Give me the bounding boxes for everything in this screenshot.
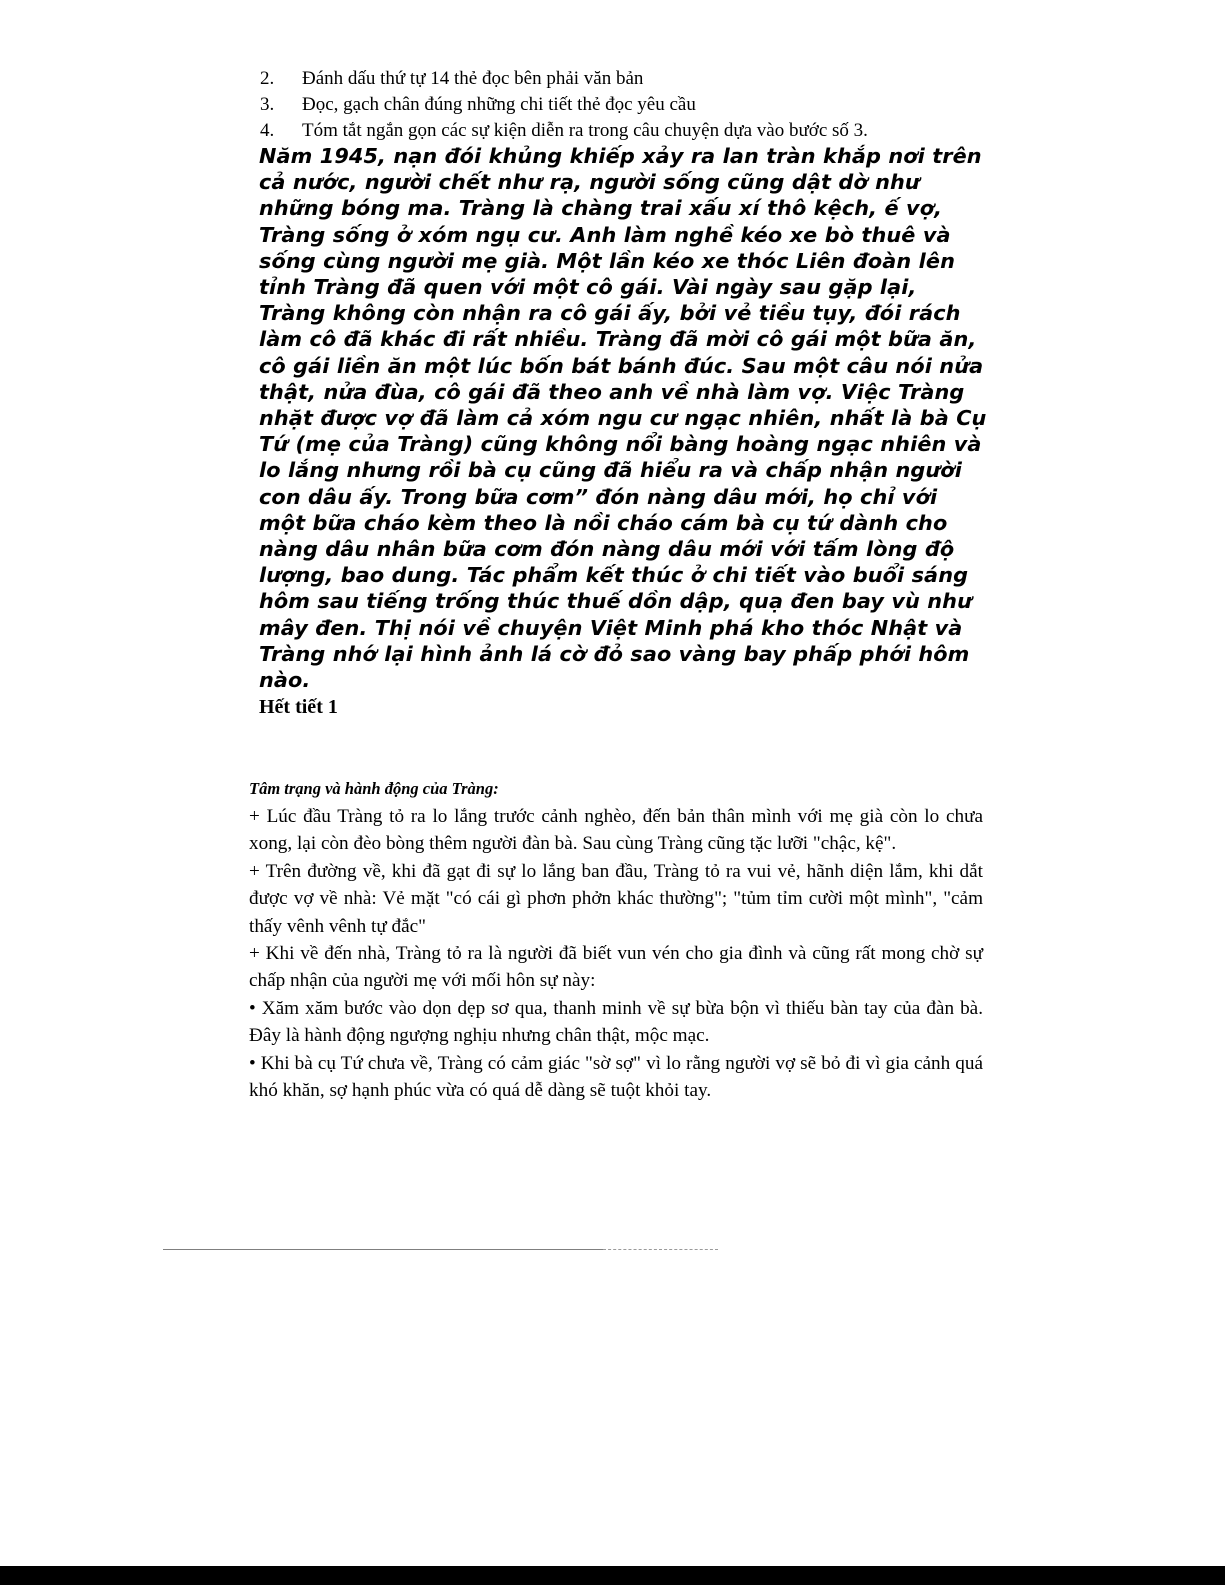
reading-steps-list [260, 66, 980, 144]
analysis-paragraph: + Lúc đầu Tràng tỏ ra lo lắng trước cảnh nghèo, đến bản thân mình với mẹ già còn lo chưa xong, lại còn đèo bòng thêm người đàn bà. Sau cùng Tràng cũng tặc lưỡi "chậc, kệ". [249, 806, 983, 855]
step-item [260, 92, 980, 118]
page-bottom-bar [0, 1566, 1225, 1585]
step-number: 2. [260, 68, 275, 89]
step-number: 3. [260, 94, 275, 115]
footnote-divider [163, 1249, 603, 1250]
step-item [260, 66, 980, 92]
end-of-lesson-label: Hết tiết 1 [259, 696, 338, 718]
analysis-heading: Tâm trạng và hành động của Tràng: [249, 779, 499, 798]
step-number: 4. [260, 120, 275, 141]
analysis-paragraph: + Trên đường về, khi đã gạt đi sự lo lắng ban đầu, Tràng tỏ ra vui vẻ, hãnh diện lắm, khi dắt được vợ về nhà: Vẻ mặt "có cái gì phơn phởn khác thường"; "tủm tỉm cười một mình", "cảm thấy vênh vênh tự đắc" [249, 860, 983, 937]
step-item [260, 118, 980, 144]
step-text: Đánh dấu thứ tự 14 thẻ đọc bên phải văn bản [302, 68, 644, 89]
analysis-bullet: • Khi bà cụ Tứ chưa về, Tràng có cảm giác "sờ sợ" vì lo rằng người vợ sẽ bỏ đi vì gia cảnh quá khó khăn, sợ hạnh phúc vừa có quá dễ dàng sẽ tuột khỏi tay. [249, 1052, 983, 1102]
analysis-body [249, 803, 983, 1104]
footnote-divider-dashed [603, 1249, 718, 1250]
step-text: Đọc, gạch chân đúng những chi tiết thẻ đọc yêu cầu [302, 94, 696, 115]
analysis-paragraph: + Khi về đến nhà, Tràng tỏ ra là người đã biết vun vén cho gia đình và cũng rất mong chờ sự chấp nhận của người mẹ với mối hôn sự này: [249, 943, 983, 992]
step-text: Tóm tắt ngắn gọn các sự kiện diễn ra trong câu chuyện dựa vào bước số 3. [302, 120, 868, 141]
story-summary: Năm 1945, nạn đói khủng khiếp xảy ra lan tràn khắp nơi trên cả nước, người chết như rạ, người sống cũng dật dờ như những bóng ma. Tràng là chàng trai xấu xí thô kệch, ế vợ, Tràng sống ở xóm ngụ cư. Anh làm nghề kéo xe bò thuê và sống cùng người mẹ già. Một lần kéo xe thóc Liên đoàn lên tỉnh Tràng đã quen với một cô gái. Vài ngày sau gặp lại, Tràng không còn nhận ra cô gái ấy, bởi vẻ tiều tụy, đói rách làm cô đã khác đi rất nhiều. Tràng đã mời cô gái một bữa ăn, cô gái liền ăn một lúc bốn bát bánh đúc. Sau một câu nói nửa thật, nửa đùa, cô gái đã theo anh về nhà làm vợ. Việc Tràng nhặt được vợ đã làm cả xóm ngu cư ngạc nhiên, nhất là bà Cụ Tứ (mẹ của Tràng) cũng không nổi bàng hoàng ngạc nhiên và lo lắng nhưng rồi bà cụ cũng đã hiểu ra và chấp nhận người con dâu ấy. Trong bữa cơm” đón nàng dâu mới, họ chỉ với một bữa cháo kèm theo là nồi cháo cám bà cụ tứ dành cho nàng dâu nhân bữa cơm đón nàng dâu mới với tấm lòng độ lượng, bao dung. Tác phẩm kết thúc ở chi tiết vào buổi sáng hôm sau tiếng trống thúc thuế dồn dập, quạ đen bay vù như mây đen. Thị nói về chuyện Việt Minh phá kho thóc Nhật và Tràng nhớ lại hình ảnh lá cờ đỏ sao vàng bay phấp phới hôm nào. [259, 144, 987, 693]
analysis-bullet: • Xăm xăm bước vào dọn dẹp sơ qua, thanh minh về sự bừa bộn vì thiếu bàn tay của đàn bà. Đây là hành động ngượng nghịu nhưng chân thật, mộc mạc. [249, 997, 983, 1047]
